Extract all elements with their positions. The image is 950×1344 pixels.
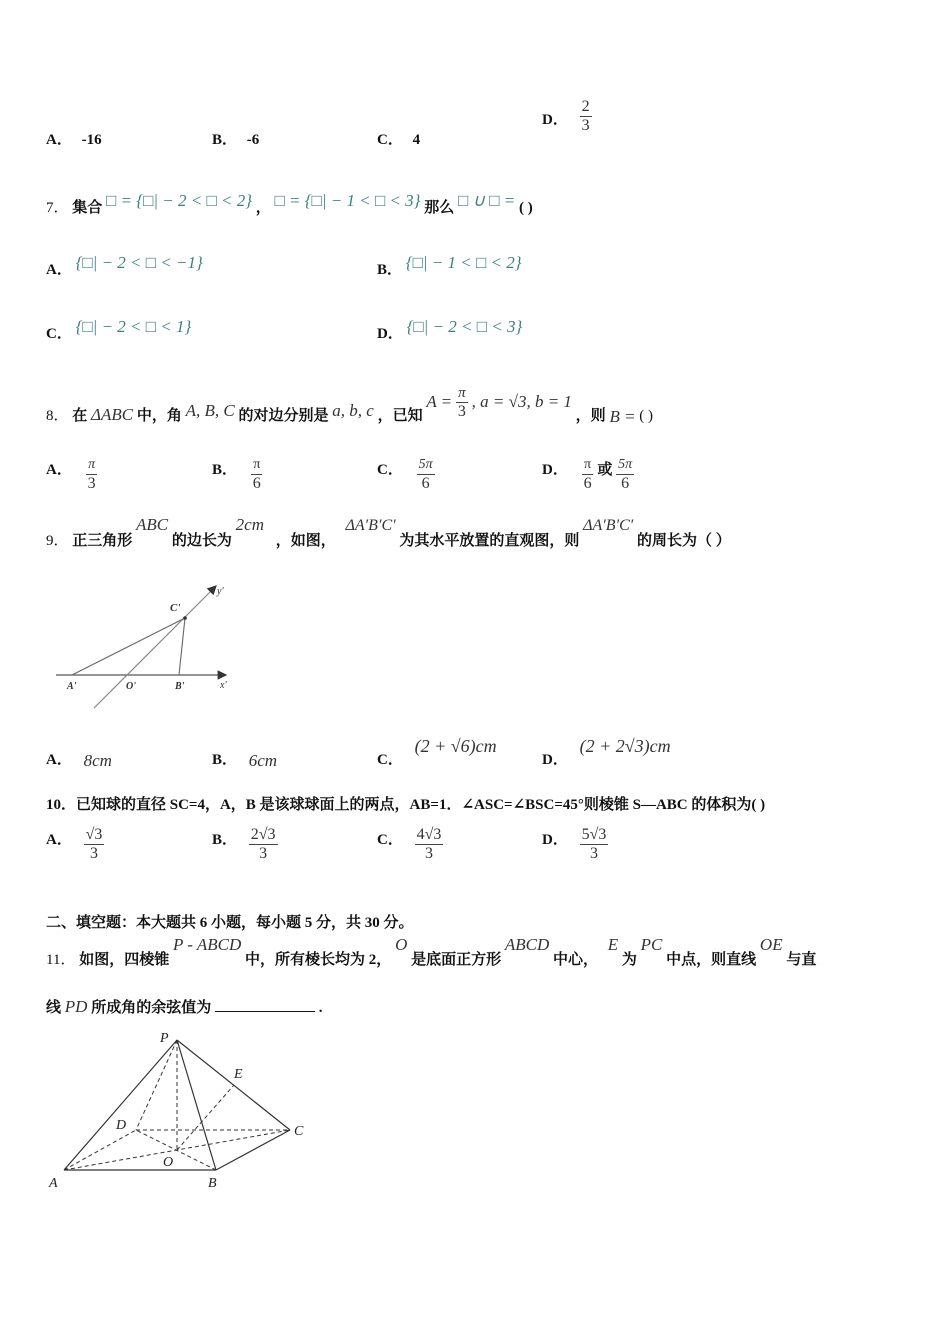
- q7-text1: 集合: [72, 200, 103, 216]
- q8-cond-fraction: [456, 384, 468, 421]
- q9-abc: ABC: [136, 515, 169, 534]
- q8-cond-numerator: π: [458, 385, 466, 401]
- q7-text2: 那么: [424, 200, 455, 216]
- q8-sides: a, b, c: [332, 400, 374, 420]
- q7-option-b-value: {□| − 1 < □ < 2}: [405, 253, 522, 272]
- q11-edge-pd: [136, 1040, 177, 1130]
- q9-option-c-label: C．: [377, 752, 403, 768]
- q8-option-d-label: D．: [542, 461, 568, 478]
- q9-label-o: O': [126, 681, 136, 692]
- q7-option-b-label: B．: [377, 262, 403, 278]
- q7-option-c-value: {□| − 2 < □ < 1}: [75, 317, 192, 336]
- q8-t2: 中，角: [136, 407, 182, 424]
- q10-option-d-fraction: [580, 826, 609, 863]
- q6-option-c-label: C．: [377, 132, 403, 148]
- q7-option-a-label: A．: [46, 262, 72, 278]
- q11-t2: 中，所有棱长均为 2，: [245, 952, 392, 968]
- q9-length: 2cm: [235, 515, 264, 534]
- q9-triangle1: ΔA′B′C′: [345, 517, 396, 534]
- q8-option-b[interactable]: [212, 456, 263, 493]
- q11-pyramid: P - ABCD: [172, 935, 242, 954]
- q8-t5: ，则: [575, 407, 606, 424]
- q8-t1: 在: [72, 407, 88, 424]
- q10-option-c[interactable]: [377, 826, 443, 863]
- q8-t3: 的对边分别是: [238, 407, 329, 424]
- q11-label-p: P: [160, 1031, 169, 1046]
- q9-label-x: x': [220, 680, 227, 691]
- q11-t3: 是底面正方形: [411, 952, 502, 968]
- q8-ask: B =: [609, 406, 636, 426]
- q8-option-c-label: C．: [377, 461, 403, 478]
- q7-option-c-label: C．: [46, 326, 72, 342]
- q11-line2b: 所成角的余弦值为: [91, 1000, 212, 1016]
- q9-option-c-value: (2 + √6)cm: [414, 736, 497, 756]
- q10-stem: 10．已知球的直径 SC=4，A，B 是该球球面上的两点，AB=1．∠ASC=∠BSC=45°则棱锥 S—ABC 的体积为( ): [46, 797, 766, 813]
- q7-paren: ( ): [518, 200, 533, 216]
- q9-option-d-label: D．: [542, 752, 568, 768]
- q9-option-d[interactable]: [542, 736, 671, 768]
- q9-option-b-value: 6cm: [248, 751, 278, 770]
- q7-stem: [46, 191, 533, 217]
- q8-b-numerator: π: [251, 456, 262, 475]
- q8-cond-rest: , a = √3, b = 1: [471, 391, 572, 411]
- q10-d-denominator: 3: [589, 845, 598, 862]
- q11-line2a: 线: [46, 1000, 62, 1016]
- section2-heading: 二、填空题：本大题共 6 小题，每小题 5 分，共 30 分。: [46, 915, 414, 931]
- q11-t4: 中心，: [553, 952, 599, 968]
- q11-t6: 中点，则直线: [666, 952, 757, 968]
- q8-option-a[interactable]: [46, 456, 98, 493]
- q8-c-numerator: 5π: [417, 456, 435, 475]
- q11-pd: PD: [64, 997, 88, 1016]
- q8-option-d-or: 或: [597, 461, 613, 478]
- q7-option-a-value: {□| − 2 < □ < −1}: [75, 253, 203, 272]
- q8-stem: [46, 376, 654, 426]
- q11-label-c: C: [294, 1124, 304, 1139]
- q8-angles: A, B, C: [185, 400, 235, 420]
- q8-option-d-fraction2: [616, 456, 634, 493]
- q9-option-a-label: A．: [46, 752, 72, 768]
- q11-label-o: O: [163, 1155, 174, 1170]
- q8-cond-a: A =: [426, 391, 453, 411]
- q9-t5: 的周长为（ ）: [636, 533, 731, 549]
- q11-abcd: ABCD: [504, 935, 550, 954]
- q8-d-denominator1: 6: [583, 475, 592, 492]
- q10-option-b-label: B．: [212, 831, 238, 848]
- q6-option-d-label: D．: [542, 111, 568, 128]
- q8-d-numerator1: π: [582, 456, 593, 475]
- q9-option-b-label: B．: [212, 752, 238, 768]
- q9-triangle2: ΔA′B′C′: [583, 517, 634, 534]
- q6-option-d-fraction: [580, 98, 592, 135]
- q11-answer-blank[interactable]: [215, 1011, 315, 1012]
- q8-option-a-fraction: [86, 456, 98, 493]
- q9-t3: ，如图，: [275, 533, 336, 549]
- q10-option-d-label: D．: [542, 831, 568, 848]
- q8-a-denominator: 3: [87, 475, 96, 492]
- q10-option-c-label: C．: [377, 831, 403, 848]
- q7-option-b[interactable]: [377, 253, 522, 279]
- q9-t1: 正三角形: [72, 533, 133, 549]
- q7-comma: ，: [255, 200, 271, 216]
- q8-number: 8．: [46, 407, 69, 424]
- q11-stem-line1: [46, 934, 816, 970]
- q9-side-bc: [179, 618, 185, 675]
- q9-t2: 的边长为: [171, 533, 232, 549]
- q6-option-b[interactable]: [212, 128, 259, 149]
- q10-option-d[interactable]: [542, 826, 608, 863]
- q11-e: E: [607, 935, 619, 954]
- q10-d-numerator: 5√3: [581, 826, 607, 843]
- q11-label-a: A: [49, 1176, 58, 1191]
- q9-label-b: B': [175, 681, 185, 692]
- q9-label-a: A': [67, 681, 77, 692]
- q9-label-c: C': [170, 602, 181, 614]
- q8-option-b-fraction: [251, 456, 263, 493]
- q6-option-a-label: A．: [46, 132, 72, 148]
- q10-b-numerator: 2√3: [250, 826, 276, 843]
- q9-option-c[interactable]: [377, 736, 497, 768]
- q11-o: O: [395, 935, 408, 954]
- q10-option-a-label: A．: [46, 831, 72, 848]
- q8-a-numerator: π: [86, 456, 97, 475]
- q9-t4: 为其水平放置的直观图，则: [399, 533, 580, 549]
- q11-figure: [44, 1028, 324, 1198]
- q6-option-a-value: -16: [81, 132, 102, 148]
- q9-stem: [46, 514, 731, 554]
- q9-option-a-value: 8cm: [83, 751, 112, 770]
- q9-option-a[interactable]: [46, 748, 112, 769]
- q10-option-a-fraction: [84, 826, 105, 863]
- q8-option-c[interactable]: [377, 456, 435, 493]
- q10-option-b-fraction: [249, 826, 278, 863]
- q10-c-denominator: 3: [424, 845, 433, 862]
- q8-t4: ，已知: [377, 407, 423, 424]
- q10-a-numerator: √3: [85, 826, 103, 843]
- q11-edge-pa: [64, 1040, 177, 1170]
- q7-option-d-label: D．: [377, 326, 403, 342]
- q8-option-c-fraction: [417, 456, 435, 493]
- q11-label-d: D: [116, 1118, 127, 1133]
- q8-triangle: ΔABC: [91, 404, 134, 424]
- q11-stem-line2: [46, 996, 322, 1017]
- q8-option-d[interactable]: [542, 456, 634, 493]
- q9-figure: [50, 580, 240, 715]
- q9-number: 9．: [46, 533, 69, 549]
- q11-diag-bd: [136, 1130, 216, 1170]
- q8-option-a-label: A．: [46, 461, 72, 478]
- q9-point-c: [183, 616, 187, 620]
- q10-a-denominator: 3: [89, 845, 98, 862]
- q11-edge-bc: [216, 1130, 290, 1170]
- q6-option-b-label: B．: [212, 132, 238, 148]
- q9-y-axis: [94, 586, 216, 708]
- q11-label-b: B: [208, 1176, 217, 1191]
- q11-end: .: [318, 1000, 323, 1016]
- q8-d-denominator2: 6: [621, 475, 630, 492]
- q7-option-c[interactable]: [46, 317, 192, 343]
- q8-cond-denominator: 3: [457, 403, 466, 420]
- q6-option-d[interactable]: [542, 98, 592, 139]
- q7-option-a[interactable]: [46, 253, 203, 279]
- q10-option-b[interactable]: [212, 826, 278, 863]
- q11-t7: 与直: [786, 952, 817, 968]
- q11-t1: 如图，四棱锥: [79, 952, 170, 968]
- q9-label-y: y': [217, 586, 224, 597]
- q10-c-numerator: 4√3: [416, 826, 442, 843]
- q11-oe: OE: [759, 935, 783, 954]
- q7-set-n: □ = {□| − 1 < □ < 3}: [274, 191, 421, 210]
- q9-side-ac: [72, 618, 185, 675]
- q6-option-c-value: 4: [412, 132, 421, 148]
- q8-b-denominator: 6: [252, 475, 261, 492]
- q9-option-d-value: (2 + 2√3)cm: [579, 736, 671, 756]
- q7-option-d-value: {□| − 2 < □ < 3}: [406, 317, 523, 336]
- q8-c-denominator: 6: [421, 475, 430, 492]
- q7-option-d[interactable]: [377, 317, 523, 343]
- q6-option-a[interactable]: [46, 128, 102, 149]
- q10-option-c-fraction: [415, 826, 444, 863]
- q11-number: 11．: [46, 952, 76, 968]
- q11-pc: PC: [640, 935, 663, 954]
- q10-b-denominator: 3: [259, 845, 268, 862]
- q6-option-b-value: -6: [246, 132, 260, 148]
- q8-option-b-label: B．: [212, 461, 238, 478]
- q11-segment-oe: [177, 1085, 234, 1150]
- q10-option-a[interactable]: [46, 826, 104, 863]
- q7-union: □ ∪ □ =: [458, 191, 516, 210]
- q6-option-c[interactable]: [377, 128, 420, 149]
- q11-label-e: E: [234, 1067, 243, 1082]
- q7-set-m: □ = {□| − 2 < □ < 2}: [106, 191, 252, 210]
- q7-number: 7．: [46, 200, 69, 216]
- q11-t5: 为: [621, 952, 637, 968]
- q9-option-b[interactable]: [212, 748, 277, 769]
- q8-paren: ( ): [639, 407, 654, 424]
- q8-option-d-fraction1: [582, 456, 594, 493]
- q6-d-denominator: 3: [581, 117, 590, 134]
- q11-edge-pb: [177, 1040, 216, 1170]
- q8-d-numerator2: 5π: [616, 456, 634, 475]
- q6-d-numerator: 2: [581, 98, 590, 115]
